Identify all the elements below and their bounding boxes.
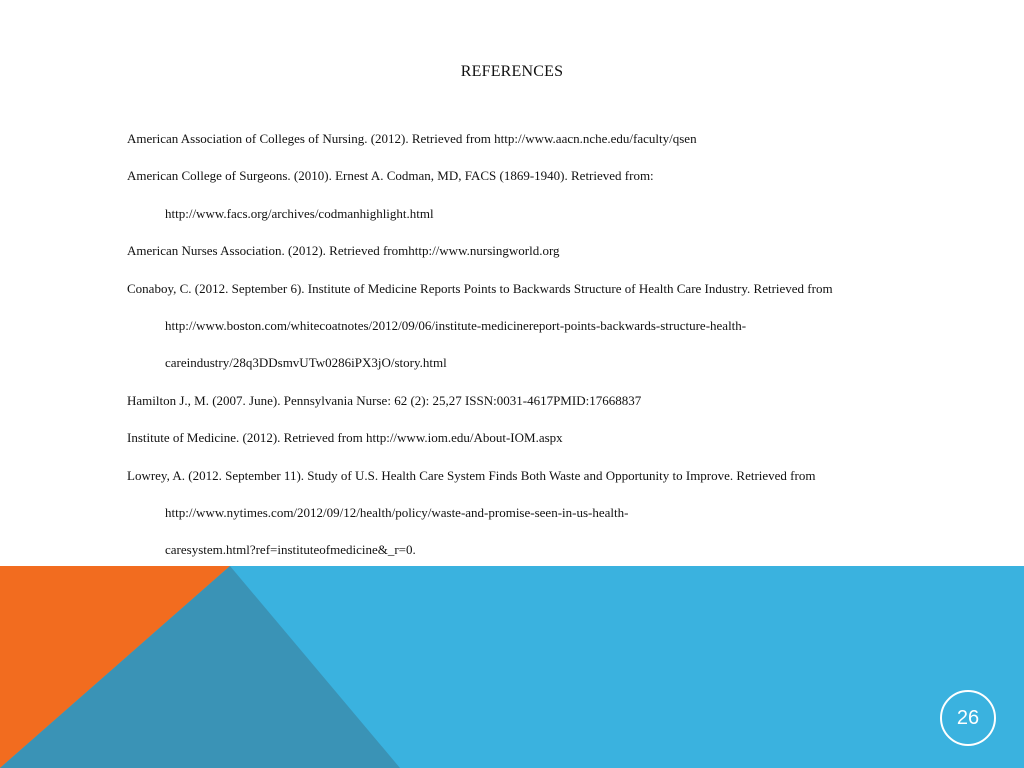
references-list [127, 130, 927, 579]
reference-line: http://www.facs.org/archives/codmanhighlight.html [165, 205, 434, 221]
reference-line: American Association of Colleges of Nursing. (2012). Retrieved from http://www.aacn.nche.edu/faculty/qsen [127, 131, 697, 146]
page-number: 26 [956, 706, 980, 729]
decorative-footer-shapes [0, 566, 1024, 768]
reference-line: http://www.nytimes.com/2012/09/12/health/policy/waste-and-promise-seen-in-us-health- [165, 504, 629, 520]
reference-line: Institute of Medicine. (2012). Retrieved from http://www.iom.edu/About-IOM.aspx [127, 430, 563, 446]
reference-line: American Nurses Association. (2012). Retrieved fromhttp://www.nursingworld.org [127, 243, 560, 259]
reference-line: http://www.boston.com/whitecoatnotes/2012/09/06/institute-medicinereport-points-backwards-structure-health- [165, 317, 747, 333]
reference-line: American College of Surgeons. (2010). Ernest A. Codman, MD, FACS (1869-1940). Retrieved from: [127, 168, 654, 184]
page-number-badge [940, 690, 996, 746]
reference-line: caresystem.html?ref=instituteofmedicine&_r=0. [165, 542, 416, 558]
reference-line: careindustry/28q3DDsmvUTw0286iPX3jO/story.html [165, 355, 447, 371]
reference-line: Hamilton J., M. (2007. June). Pennsylvania Nurse: 62 (2): 25,27 ISSN:0031-4617PMID:17668837 [127, 392, 642, 408]
reference-line: Lowrey, A. (2012. September 11). Study of U.S. Health Care System Finds Both Waste and Opportunity to Improve. Retrieved from [127, 467, 816, 483]
reference-line: Conaboy, C. (2012. September 6). Institute of Medicine Reports Points to Backwards Structure of Health Care Industry. Retrieved from [127, 280, 833, 296]
slide-title: REFERENCES [460, 63, 564, 80]
